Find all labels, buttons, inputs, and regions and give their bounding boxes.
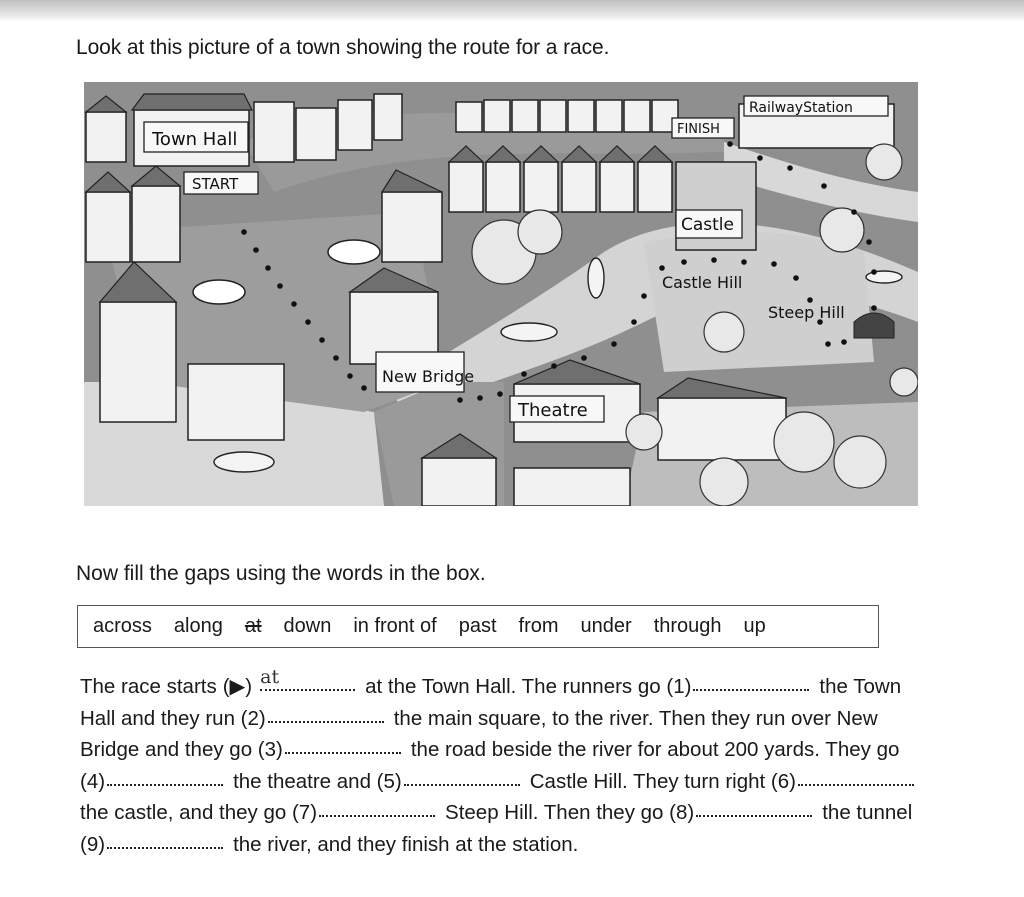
top-shadow-bar bbox=[0, 0, 1024, 22]
paragraph-line: the castle, and they go (7) Steep Hill. Then they go (8) the tunnel bbox=[80, 797, 1020, 829]
word-down: down bbox=[283, 615, 332, 637]
paragraph-line: Bridge and they go (3) the road beside the river for about 200 yards. They go bbox=[80, 734, 1020, 766]
gap-example bbox=[260, 665, 355, 691]
example-marker: (▶) bbox=[222, 675, 253, 698]
paragraph-line: Hall and they run (2) the main square, to the river. Then they run over New bbox=[80, 703, 1020, 735]
fill-instruction: Now fill the gaps using the words in the box. bbox=[76, 562, 486, 585]
gap-9[interactable] bbox=[107, 829, 223, 849]
picture-instruction: Look at this picture of a town showing the route for a race. bbox=[76, 36, 610, 59]
gap-8[interactable] bbox=[696, 797, 812, 817]
word-at-crossed-out: at bbox=[244, 615, 262, 637]
paragraph-line: The race starts (▶) at at the Town Hall. The runners go (1) the Town bbox=[80, 671, 1020, 703]
label-town-hall: Town Hall bbox=[152, 129, 238, 150]
gap-3[interactable] bbox=[285, 734, 401, 754]
label-finish: FINISH bbox=[677, 122, 720, 137]
word-from: from bbox=[518, 615, 559, 637]
word-up: up bbox=[743, 615, 766, 637]
exercise-paragraph bbox=[80, 665, 1020, 860]
word-under: under bbox=[580, 615, 632, 637]
word-box bbox=[77, 605, 879, 648]
gap-1[interactable] bbox=[693, 671, 809, 691]
word-in-front-of: in front of bbox=[353, 615, 437, 637]
label-castle: Castle bbox=[681, 215, 734, 235]
word-past: past bbox=[458, 615, 497, 637]
word-through: through bbox=[653, 615, 722, 637]
town-map-illustration bbox=[84, 82, 918, 506]
word-across: across bbox=[93, 615, 152, 637]
label-start: START bbox=[192, 175, 239, 193]
example-answer: at bbox=[260, 665, 280, 688]
gap-6[interactable] bbox=[798, 766, 914, 786]
label-theatre: Theatre bbox=[518, 400, 588, 421]
gap-7[interactable] bbox=[319, 797, 435, 817]
paragraph-line: (9) the river, and they finish at the station. bbox=[80, 829, 1020, 861]
label-castle-hill: Castle Hill bbox=[662, 273, 743, 292]
word-along: along bbox=[173, 615, 223, 637]
label-railway-station: RailwayStation bbox=[749, 100, 853, 116]
label-new-bridge: New Bridge bbox=[382, 367, 475, 386]
gap-5[interactable] bbox=[404, 766, 520, 786]
gap-4[interactable] bbox=[107, 766, 223, 786]
paragraph-line: (4) the theatre and (5) Castle Hill. They turn right (6) bbox=[80, 766, 1020, 798]
gap-2[interactable] bbox=[268, 703, 384, 723]
label-steep-hill: Steep Hill bbox=[768, 303, 845, 322]
